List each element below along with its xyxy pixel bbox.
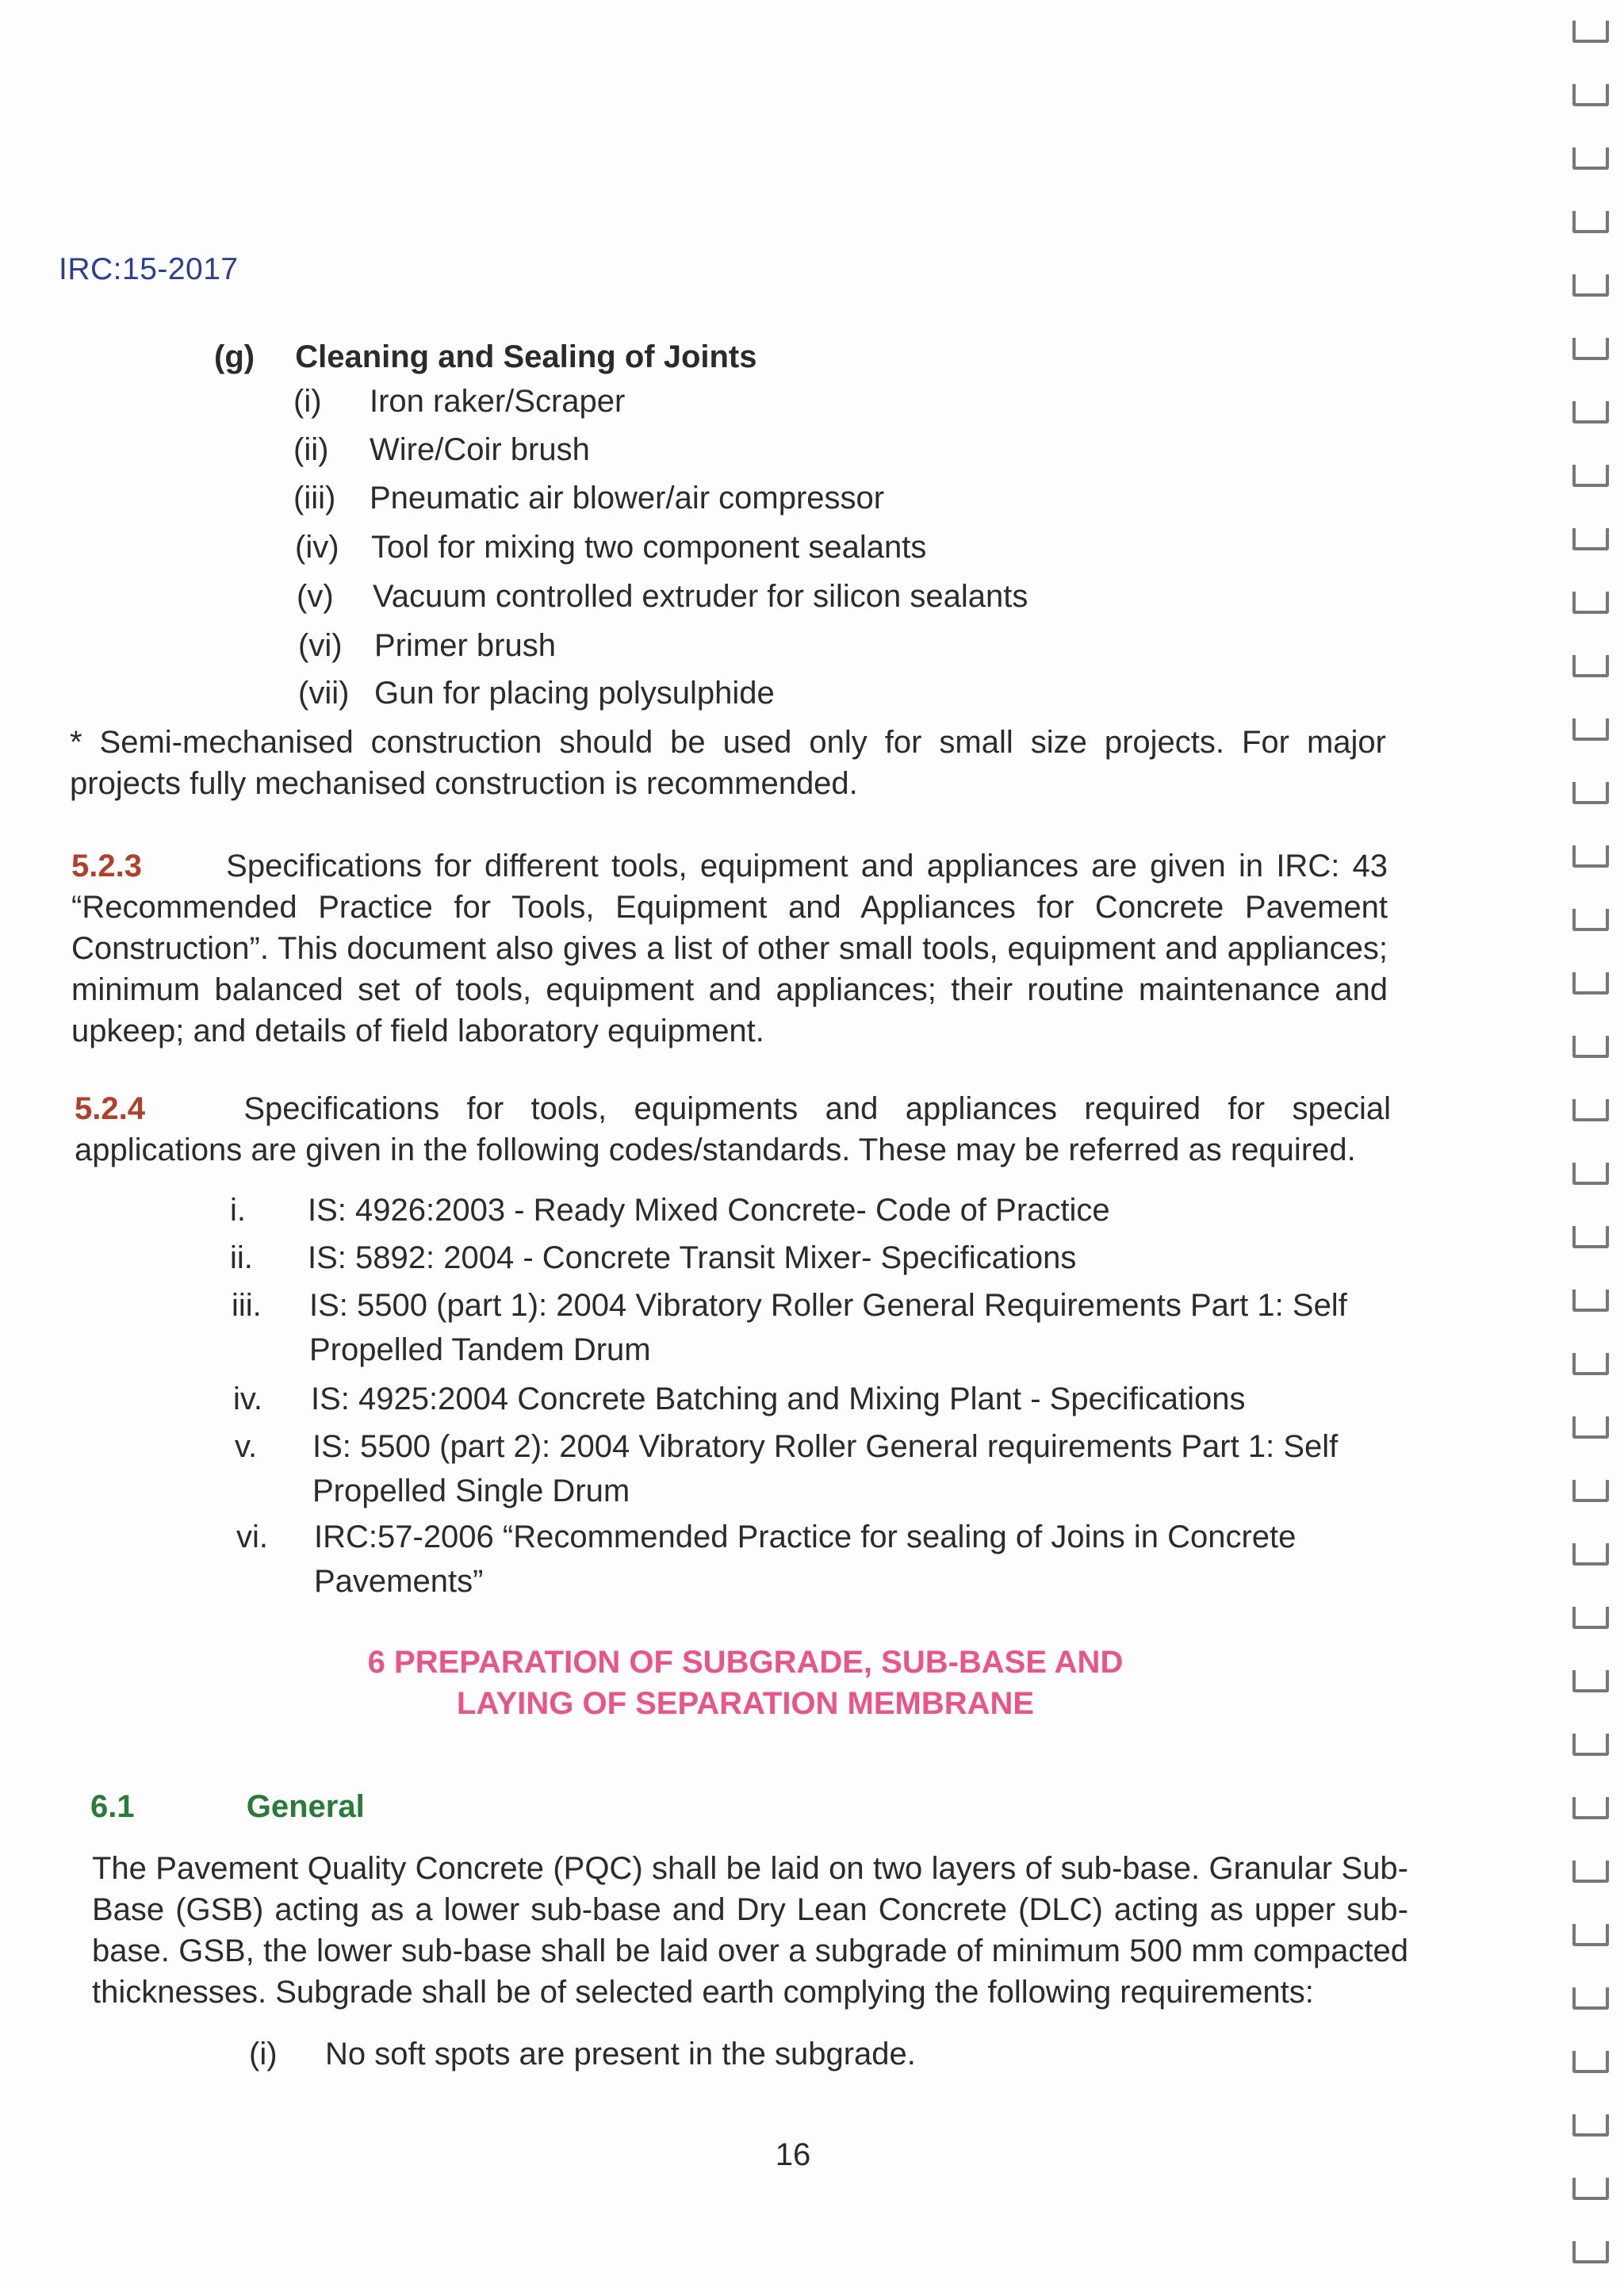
spiral-binding xyxy=(1566,0,1614,2288)
binding-ring xyxy=(1572,1734,1609,1756)
binding-ring xyxy=(1572,2178,1609,2200)
binding-ring xyxy=(1572,465,1609,487)
list-item-text: Pavements” xyxy=(314,1564,484,1599)
document-code: IRC:15-2017 xyxy=(59,252,239,286)
binding-ring xyxy=(1572,1163,1609,1185)
section-g-title: Cleaning and Sealing of Joints xyxy=(295,339,757,374)
chapter-heading xyxy=(293,1642,1197,1724)
section-number: 5.2.4 xyxy=(75,1091,145,1126)
binding-ring xyxy=(1572,592,1609,614)
list-item-number: iv. xyxy=(233,1382,263,1416)
list-item-text: Wire/Coir brush xyxy=(370,432,590,467)
section-number: 6.1 xyxy=(90,1789,135,1824)
list-item-text: IS: 4925:2004 Concrete Batching and Mixing Plant - Specifications xyxy=(311,1382,1246,1416)
paragraph-6-1: The Pavement Quality Concrete (PQC) shall be laid on two layers of sub-base. Granular Sub-Base (GSB) acting as a lower sub-base and Dry Lean Concrete (DLC) acting as upper sub-base. GSB, the lower sub-base shall be laid over a subgrade of minimum 500 mm compacted thicknesses. Subgrade shall be of selected earth complying the following requirements: xyxy=(92,1851,1408,2010)
list-item-number: (vi) xyxy=(298,628,343,663)
binding-ring xyxy=(1572,1416,1609,1439)
binding-ring xyxy=(1572,1353,1609,1375)
list-item-text: IRC:57-2006 “Recommended Practice for sealing of Joins in Concrete xyxy=(314,1520,1297,1554)
list-item-number: (iii) xyxy=(293,481,336,515)
list-item-text: Tool for mixing two component sealants xyxy=(371,530,927,565)
binding-ring xyxy=(1572,1226,1609,1248)
binding-ring xyxy=(1572,1480,1609,1502)
section-number: 5.2.3 xyxy=(71,849,142,883)
binding-ring xyxy=(1572,1099,1609,1121)
binding-ring xyxy=(1572,1607,1609,1629)
list-item-number: (i) xyxy=(249,2037,278,2071)
list-item-text: Pneumatic air blower/air compressor xyxy=(370,481,885,515)
list-item-number: (i) xyxy=(293,384,322,419)
list-item-text: Vacuum controlled extruder for silicon sealants xyxy=(373,579,1028,614)
binding-ring xyxy=(1572,972,1609,995)
binding-ring xyxy=(1572,528,1609,550)
chapter-heading-line: LAYING OF SEPARATION MEMBRANE xyxy=(456,1686,1035,1721)
chapter-heading-line: 6 PREPARATION OF SUBGRADE, SUB-BASE AND xyxy=(367,1645,1124,1680)
list-item-text: Propelled Single Drum xyxy=(312,1474,630,1508)
paragraph-5-2-4 xyxy=(75,1088,1391,1171)
binding-ring xyxy=(1572,909,1609,931)
binding-ring xyxy=(1572,1670,1609,1692)
binding-ring xyxy=(1572,401,1609,423)
binding-ring xyxy=(1572,782,1609,804)
paragraph-5-2-3 xyxy=(71,845,1388,1052)
list-item-text: No soft spots are present in the subgrade. xyxy=(325,2037,916,2071)
list-item-number: (iv) xyxy=(295,530,339,565)
list-item-number: (ii) xyxy=(293,432,329,467)
list-item-number: i. xyxy=(230,1193,246,1228)
binding-ring xyxy=(1572,655,1609,677)
binding-ring xyxy=(1572,1290,1609,1312)
list-item-text: Iron raker/Scraper xyxy=(370,384,626,419)
list-item-number: v. xyxy=(235,1429,258,1464)
section-g-label: (g) xyxy=(214,339,255,374)
list-item-number: iii. xyxy=(232,1288,262,1323)
list-item-text: IS: 5500 (part 2): 2004 Vibratory Roller General requirements Part 1: Self xyxy=(312,1429,1339,1464)
binding-ring xyxy=(1572,845,1609,868)
list-item-number: (v) xyxy=(297,579,334,614)
binding-ring xyxy=(1572,2241,1609,2263)
list-item-number: ii. xyxy=(230,1240,253,1275)
list-item-text: IS: 4926:2003 - Ready Mixed Concrete- Code of Practice xyxy=(308,1193,1110,1228)
list-item-text: Primer brush xyxy=(374,628,556,663)
list-item-text: Gun for placing polysulphide xyxy=(374,676,775,711)
section-title: General xyxy=(246,1789,365,1824)
section-g-heading xyxy=(214,336,757,378)
list-item-text: IS: 5892: 2004 - Concrete Transit Mixer- Specifications xyxy=(308,1240,1077,1275)
list-item-number: (vii) xyxy=(298,676,350,711)
binding-ring xyxy=(1572,338,1609,360)
paragraph-text: Specifications for different tools, equipment and appliances are given in IRC: 43 “Recommended Practice for Tools, Equipment and Appliances for Concrete Pavement Construction”. This document also gives a list of other small tools, equipment and appliances; minimum balanced set of tools, equipment and appliances; their routine maintenance and upkeep; and details of field laboratory equipment. xyxy=(71,849,1388,1048)
binding-ring xyxy=(1572,1924,1609,1946)
binding-ring xyxy=(1572,148,1609,170)
binding-ring xyxy=(1572,1987,1609,2010)
binding-ring xyxy=(1572,274,1609,297)
binding-ring xyxy=(1572,1861,1609,1883)
binding-ring xyxy=(1572,1797,1609,1819)
binding-ring xyxy=(1572,1543,1609,1566)
section-6-1-heading xyxy=(90,1786,365,1827)
list-item-text: IS: 5500 (part 1): 2004 Vibratory Roller General Requirements Part 1: Self xyxy=(309,1288,1347,1323)
binding-ring xyxy=(1572,2051,1609,2073)
binding-ring xyxy=(1572,84,1609,106)
binding-ring xyxy=(1572,1036,1609,1058)
binding-ring xyxy=(1572,719,1609,741)
list-item-number: vi. xyxy=(236,1520,268,1554)
page-number: 16 xyxy=(775,2137,811,2172)
paragraph-text: Specifications for tools, equipments and appliances required for special applications are given in the following codes/standards. These may be referred as required. xyxy=(75,1091,1391,1167)
binding-ring xyxy=(1572,21,1609,43)
list-item-text: Propelled Tandem Drum xyxy=(309,1332,651,1367)
binding-ring xyxy=(1572,2114,1609,2137)
binding-ring xyxy=(1572,211,1609,233)
footnote: * Semi-mechanised construction should be used only for small size projects. For major projects fully mechanised construction is recommended. xyxy=(70,725,1386,801)
